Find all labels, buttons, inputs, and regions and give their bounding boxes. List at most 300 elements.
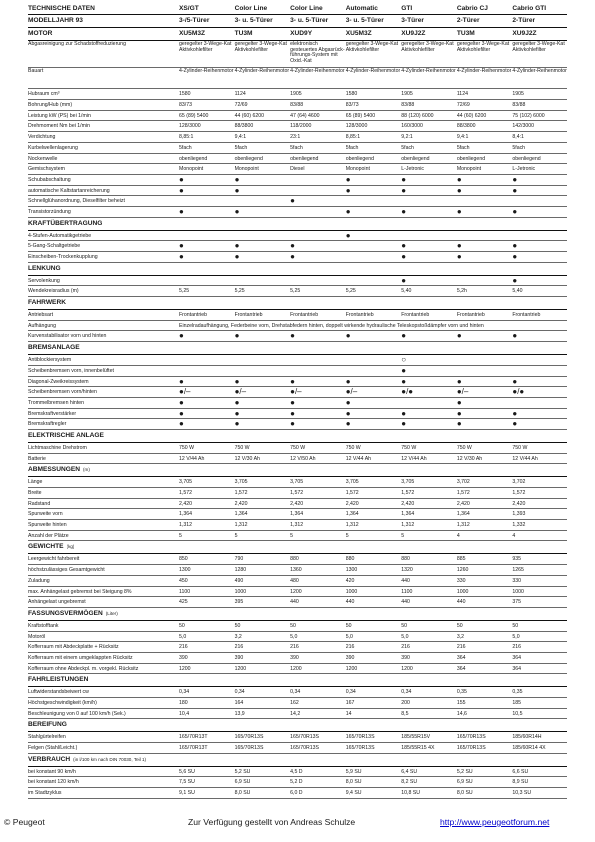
row-value: ● (290, 419, 295, 429)
row-value (289, 263, 345, 275)
row-value: ● (290, 408, 295, 418)
row-value: 83/73 (345, 102, 359, 109)
row-value: 50 (179, 622, 185, 629)
row-value: 50 (290, 622, 296, 629)
row-value: 164 (234, 700, 244, 707)
row-value: 1,572 (345, 490, 359, 497)
row-value: obenliegend (512, 155, 541, 162)
page-footer (0, 817, 595, 831)
row-value: 1200 (179, 665, 191, 672)
table-row (28, 632, 567, 643)
row-value: 165/70R13T (179, 745, 208, 752)
row-value: ● (401, 206, 407, 216)
row-value: 0,34 (401, 689, 412, 696)
row-value: 390 (345, 654, 355, 661)
row-label: Antiblockiersystem (28, 357, 72, 364)
row-value: 440 (345, 599, 355, 606)
row-value: 5,2h (456, 288, 467, 295)
row-value: 750 W (290, 444, 306, 451)
row-value: ● (179, 376, 184, 386)
row-value: 83/88 (401, 102, 415, 109)
row-value: 3,705 (290, 479, 304, 486)
table-row (28, 207, 567, 218)
row-value: 185/55R15V (401, 734, 431, 741)
row-label: Kurvenstabilisator vorn und hinten (28, 333, 107, 340)
row-value (234, 355, 290, 365)
table-row (28, 454, 567, 465)
table-row (28, 276, 567, 287)
row-value (234, 674, 290, 686)
row-value: Frontantrieb (234, 312, 263, 319)
row-value: 8,4:1 (512, 134, 524, 141)
row-label: bei konstant 90 km/h (28, 768, 76, 775)
row-value: 14 (345, 710, 352, 717)
row-value (400, 263, 456, 275)
row-label: Breite (28, 490, 42, 497)
table-header (28, 3, 567, 15)
table-row (28, 143, 567, 154)
row-value: Frontantrieb (456, 312, 485, 319)
section-title: MOTOR (28, 30, 53, 37)
section-title: FASSUNGSVERMÖGEN (28, 609, 103, 617)
table-row (28, 186, 567, 197)
model-column-5: GTI (401, 5, 413, 12)
row-value (511, 398, 567, 408)
row-value: 5fach (456, 144, 470, 151)
row-value: 1,364 (401, 511, 415, 518)
row-value: 5,40 (512, 288, 523, 295)
row-value: 1,572 (290, 490, 304, 497)
row-value: 440 (290, 599, 299, 606)
row-value (234, 231, 290, 241)
row-value: ● (512, 275, 518, 285)
row-value: ● (234, 397, 240, 407)
row-label: Leergewicht fahrbereit (28, 556, 80, 563)
row-value: 1,312 (234, 522, 248, 529)
row-value: 1300 (179, 567, 191, 574)
row-value: 14,6 (456, 710, 467, 717)
row-value (178, 366, 234, 376)
row-value: 8,2 SU (401, 779, 418, 786)
row-value: 1905 (512, 91, 524, 98)
row-value: 4-Zylinder-Reihenmotor (290, 68, 345, 74)
row-value: 880 (290, 556, 299, 563)
row-value: 9,1 SU (179, 790, 195, 797)
row-value: ● (512, 252, 518, 262)
row-value: geregelter 3-Wege-Kat Aktivkohlefilter (512, 41, 565, 53)
row-value: 12 V/44 Ah (401, 455, 427, 462)
row-label: 4-Stufen-Automatikgetriebe (28, 232, 92, 239)
row-value: 8,85:1 (179, 134, 194, 141)
table-row (28, 642, 567, 653)
row-value: ● (456, 185, 462, 195)
row-value: 50 (401, 622, 408, 629)
row-label: Zuladung (28, 577, 50, 584)
row-value: 5,2 D (290, 779, 303, 786)
row-value: 5fach (345, 144, 359, 151)
row-value (511, 263, 567, 275)
row-value: 5 (290, 532, 294, 539)
table-row (28, 68, 567, 89)
row-label: Nockenwelle (28, 155, 58, 162)
table-row (28, 355, 567, 366)
row-value: 440 (401, 577, 410, 584)
row-label: Einscheiben-Trockenkupplung (28, 254, 98, 261)
table-row (28, 621, 567, 632)
model-column-3: Color Line (290, 5, 323, 12)
table-row (28, 698, 567, 709)
row-label: Transistorzündung (28, 208, 71, 215)
row-value: ● (234, 174, 240, 184)
row-value: 1,312 (290, 522, 304, 529)
row-value: geregelter 3-Wege-Kat Aktivkohlefilter (179, 41, 232, 53)
row-value: ● (401, 185, 407, 195)
row-label: Leistung kW (PS) bei 1/min (28, 112, 91, 119)
row-value: 216 (401, 644, 410, 651)
row-value: 1,312 (345, 522, 359, 529)
row-value: 1200 (290, 588, 302, 595)
row-value: 6,0 D (290, 790, 303, 797)
row-value: 880 (401, 556, 410, 563)
row-value: 1,393 (512, 511, 526, 518)
row-value (178, 430, 234, 442)
table-row (28, 241, 567, 252)
row-value: 165/70R13S (456, 745, 486, 752)
row-label: im Stadtzyklus (28, 790, 62, 797)
row-value (345, 276, 401, 286)
row-value: Frontantrieb (179, 312, 207, 319)
row-value: 9,4:1 (234, 134, 247, 141)
row-label: Kofferraum mit Abdeckplatte + Rücksitz (28, 644, 119, 651)
row-value (511, 430, 567, 442)
row-value: 5fach (234, 144, 248, 151)
row-value (178, 297, 234, 309)
row-label: Diagonal-Zweikreissystem (28, 378, 89, 385)
row-value: 1000 (456, 588, 469, 595)
row-value (456, 430, 512, 442)
row-label: Höchstgeschwindigkeit (km/h) (28, 700, 97, 707)
row-value: ● (179, 331, 184, 341)
row-label: Bremskraftregler (28, 421, 67, 428)
section-header (28, 754, 567, 767)
row-value: 5,0 (401, 633, 409, 640)
row-label: Scheibenbremsen vorn/hinten (28, 389, 97, 396)
table-row (28, 377, 567, 388)
row-value: obenliegend (234, 155, 263, 162)
row-label: max. Anhängelast gebremst bei Steigung 8% (28, 588, 132, 595)
row-value (289, 366, 345, 376)
row-value: 5,2 SU (234, 768, 251, 775)
row-value: 3- u. 5-Türer (234, 17, 273, 24)
row-value: 8,0 SU (345, 779, 362, 786)
table-row (28, 89, 567, 100)
row-value (345, 719, 401, 731)
row-value: 72/69 (456, 102, 470, 109)
row-value: 1100 (179, 588, 191, 595)
row-value: ● (512, 241, 518, 251)
row-value: 0,34 (234, 689, 245, 696)
row-value: 364 (512, 665, 522, 672)
row-label: Scheibenbremsen vorn, innenbelüftet (28, 367, 114, 374)
row-value: 8,0 SU (456, 790, 473, 797)
row-value (456, 342, 512, 354)
table-row (28, 231, 567, 242)
row-value (345, 252, 401, 262)
row-value: 12 V/44 Ah (179, 455, 205, 462)
row-value: geregelter 3-Wege-Kat Aktivkohlefilter (401, 41, 454, 53)
row-value (289, 207, 345, 217)
row-value: 118/2000 (290, 123, 312, 130)
row-label: Drehmoment Nm bei 1/min (28, 123, 90, 130)
section-header (28, 342, 567, 355)
row-value: 1905 (401, 91, 413, 98)
row-value (400, 297, 456, 309)
row-value: 9,4:1 (456, 134, 469, 141)
row-value: 165/70R13S (290, 734, 319, 741)
row-value: XU5M3Z (345, 30, 372, 37)
row-label: Länge (28, 479, 43, 486)
row-value: 65 (89) 5400 (345, 112, 376, 119)
row-value: 1,332 (512, 522, 526, 529)
row-value: 3,705 (401, 479, 415, 486)
table-row (28, 509, 567, 520)
row-value (234, 430, 290, 442)
row-value: ● (179, 252, 184, 262)
table-row (28, 587, 567, 598)
row-value: ● (512, 419, 518, 429)
row-value: 4-Zylinder-Reihenmotor (234, 68, 290, 74)
table-row (28, 664, 567, 675)
row-value: 3- u. 5-Türer (290, 17, 329, 24)
row-value: TU3M (456, 30, 475, 37)
section-unit: (Liter) (105, 610, 118, 616)
row-value: 3-Türer (401, 17, 424, 24)
row-label: Anhängelast ungebremst (28, 599, 86, 606)
row-value: 88/3800 (234, 123, 254, 130)
row-value: 330 (512, 577, 522, 584)
row-value: ● (179, 241, 184, 251)
row-value: ● (290, 252, 295, 262)
row-value (234, 719, 290, 731)
row-value: ○ (401, 355, 407, 365)
row-value: 50 (456, 622, 463, 629)
row-value: 142/3000 (512, 123, 535, 130)
row-value: XU9J2Z (401, 30, 426, 37)
row-value: 12 V/50 Ah (290, 455, 316, 462)
row-value: obenliegend (401, 155, 430, 162)
row-label: Batterie (28, 455, 46, 462)
row-value: 364 (456, 654, 466, 661)
row-value: ● (290, 241, 295, 251)
row-label: Beschleunigung von 0 auf 100 km/h (Sek.) (28, 710, 126, 717)
row-label: Aufhängung (28, 322, 56, 329)
row-value: 3,705 (179, 479, 192, 486)
row-value: ●/– (456, 387, 469, 397)
row-value: ● (345, 331, 351, 341)
row-value: 1,312 (456, 522, 470, 529)
row-value: 3,705 (234, 479, 248, 486)
row-value: ● (179, 174, 184, 184)
section-header (28, 297, 567, 310)
section-title: VERBRAUCH (28, 755, 71, 763)
row-label: Stahlgürtelreifen (28, 734, 66, 741)
row-value: 390 (401, 654, 410, 661)
row-label: Kofferraum ohne Abdeckpl. m. vorgekl. Rücksitz (28, 665, 139, 672)
row-value (456, 263, 512, 275)
row-value (345, 196, 401, 206)
table-row (28, 154, 567, 165)
row-value: 390 (234, 654, 244, 661)
row-value (345, 674, 401, 686)
row-value: 4-Zylinder-Reihenmotor (401, 68, 456, 74)
row-value: 5fach (179, 144, 192, 151)
row-value: 10,4 (179, 710, 190, 717)
row-value: 8,85:1 (345, 134, 361, 141)
row-value: 13,9 (234, 710, 245, 717)
row-value: 1360 (290, 567, 302, 574)
row-value: L-Jetronic (401, 166, 425, 173)
row-value: 2-Türer (456, 17, 480, 24)
row-value: XU9J2Z (512, 30, 537, 37)
spec-sheet (28, 3, 567, 799)
row-value: 75 (102) 6000 (512, 112, 545, 119)
row-value (456, 276, 512, 286)
row-label: Motoröl (28, 633, 46, 640)
row-value: 5fach (401, 144, 414, 151)
row-value: 0,34 (345, 689, 356, 696)
row-value: 5,0 (345, 633, 353, 640)
row-value: ●/– (179, 387, 191, 397)
row-value: 1,364 (456, 511, 470, 518)
forum-link[interactable]: http://www.peugeotforum.net (440, 817, 550, 827)
row-label: Lichtmaschine Drehstrom (28, 444, 87, 451)
table-row (28, 366, 567, 377)
row-value (234, 366, 290, 376)
table-row (28, 732, 567, 743)
row-value: ● (179, 185, 184, 195)
row-value: 1124 (456, 91, 468, 98)
row-value: ● (290, 397, 295, 407)
row-value: obenliegend (290, 155, 319, 162)
row-value (511, 719, 567, 731)
row-value: 3-/5-Türer (179, 17, 210, 24)
row-value (178, 196, 234, 206)
row-value: geregelter 3-Wege-Kat Aktivkohlefilter (234, 41, 287, 53)
table-row (28, 310, 567, 321)
row-value: 3,2 (234, 633, 242, 640)
row-value: 216 (456, 644, 466, 651)
row-value (289, 355, 345, 365)
row-value: 23:1 (290, 134, 301, 141)
row-label: Hubraum cm³ (28, 91, 60, 98)
section-header (28, 608, 567, 621)
row-value: 0,35 (456, 689, 467, 696)
row-value: ●/– (345, 387, 358, 397)
row-value: 790 (234, 556, 244, 563)
row-label: Kofferraum mit einem umgeklappten Rücksitz (28, 654, 133, 661)
row-value (456, 355, 512, 365)
row-label: Gemischsystem (28, 166, 65, 173)
row-value: 165/70R13S (290, 745, 319, 752)
table-row (28, 175, 567, 186)
row-value: 420 (345, 577, 355, 584)
row-value (345, 241, 401, 251)
row-label: Felgen (Stahl/Leicht.) (28, 745, 78, 752)
row-value (289, 276, 345, 286)
row-value: ● (401, 275, 407, 285)
row-value: 72/69 (234, 102, 248, 109)
row-value: 9,2:1 (401, 134, 413, 141)
row-label: bei konstant 120 km/h (28, 779, 79, 786)
table-row (28, 121, 567, 132)
row-value (400, 342, 456, 354)
row-value: 185/55R15 4X (401, 745, 435, 752)
row-value: ● (345, 397, 351, 407)
row-value: 2,420 (345, 500, 359, 507)
row-value: 12 V/44 Ah (512, 455, 538, 462)
row-value: 165/70R13S (456, 734, 486, 741)
row-value: ● (234, 408, 240, 418)
row-value: 12 V/44 Ah (345, 455, 372, 462)
row-value: 0,34 (179, 689, 190, 696)
row-value: 425 (179, 599, 188, 606)
row-value: ● (345, 230, 351, 240)
row-label: Wendekreisradius (m) (28, 288, 79, 295)
row-value: 185 (512, 700, 522, 707)
row-value (289, 175, 345, 185)
table-row (28, 520, 567, 531)
row-value: 200 (401, 700, 410, 707)
row-value: 6,9 SU (456, 779, 473, 786)
table-row (28, 488, 567, 499)
row-value: Frontantrieb (290, 312, 319, 319)
row-value: ● (401, 241, 407, 251)
row-value (178, 674, 234, 686)
table-row (28, 477, 567, 488)
row-value: 8,9 SU (512, 779, 529, 786)
row-value: 750 W (179, 444, 194, 451)
table-row (28, 409, 567, 420)
row-value (289, 342, 345, 354)
row-value: ● (401, 174, 407, 184)
table-row (28, 419, 567, 430)
row-value: ● (456, 241, 462, 251)
row-value: ●/● (512, 387, 525, 397)
section-header (28, 541, 567, 554)
row-value: ● (512, 185, 518, 195)
row-value: 1124 (234, 91, 246, 98)
row-value (511, 355, 567, 365)
row-value: 47 (64) 4600 (290, 112, 320, 119)
row-value: ● (345, 376, 351, 386)
table-row (28, 767, 567, 778)
row-value: 490 (234, 577, 244, 584)
section-header (28, 218, 567, 231)
row-value: 1,364 (345, 511, 359, 518)
row-value: 9,4 SU (345, 790, 362, 797)
row-value: ● (512, 206, 518, 216)
row-label: Anzahl der Plätze (28, 532, 69, 539)
model-column-1: XS/GT (179, 5, 199, 12)
row-value: 5,25 (234, 288, 245, 295)
row-value: ● (456, 206, 462, 216)
section-title: GEWICHTE (28, 543, 64, 551)
row-value: 0,34 (290, 689, 301, 696)
row-value: geregelter 3-Wege-Kat Aktivkohlefilter (456, 41, 510, 53)
row-value (456, 719, 512, 731)
row-value: 5,25 (179, 288, 190, 295)
model-column-2: Color Line (234, 5, 268, 12)
